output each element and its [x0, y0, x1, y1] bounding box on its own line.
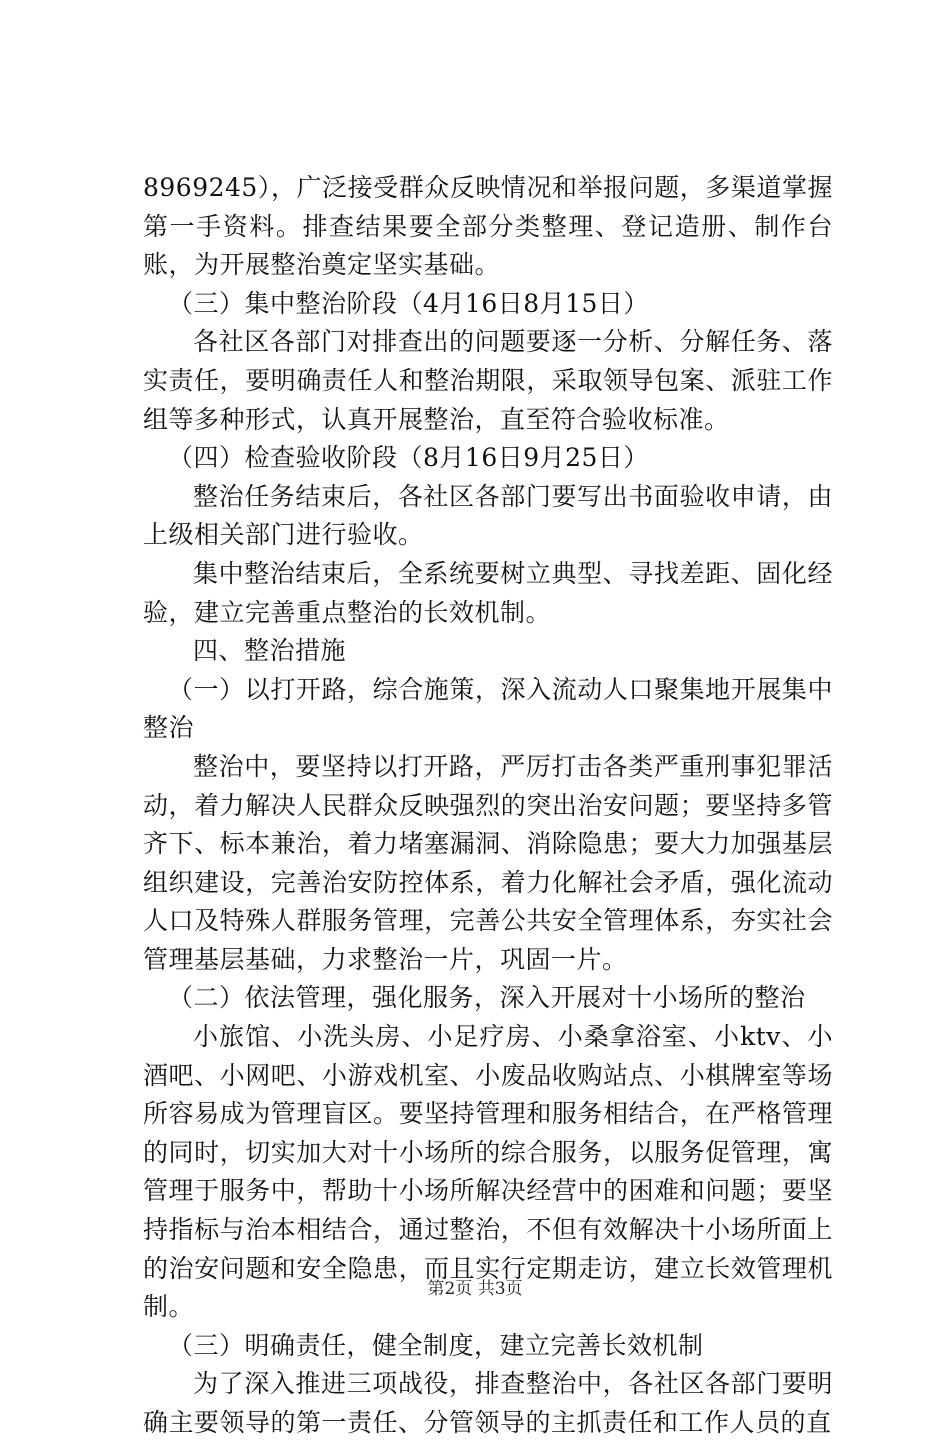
paragraph-7: 为了深入推进三项战役，排查整治中，各社区各部门要明确主要领导的第一责任、分管领导的主抓责任和工作人员的直	[143, 1369, 833, 1437]
paragraph-3: 整治任务结束后，各社区各部门要写出书面验收申请，由上级相关部门进行验收。	[143, 481, 833, 550]
section-heading-3: （三）集中整治阶段（4月16日8月15日）	[168, 288, 649, 318]
measure-heading-1: （一）以打开路，综合施策，深入流动人口聚集地开展集中整治	[143, 674, 833, 743]
paragraph-6: 小旅馆、小洗头房、小足疗房、小桑拿浴室、小ktv、小酒吧、小网吧、小游戏机室、小废品收购站点、小棋牌室等场所容易成为管理盲区。要坚持管理和服务相结合，在严格管理的同时，切实加大对十小场所的综合服务，以服务促管理，寓管理于服务中，帮助十小场所解决经营中的困难和问题；要坚持指标与治本相结合，通过整治，不但有效解决十小场所面上的治安问题和安全隐患，而且实行定期走访，建立长效管理机制。	[143, 1022, 833, 1322]
measure-heading-3: （三）明确责任，健全制度，建立完善长效机制	[168, 1330, 704, 1360]
document-body	[143, 169, 833, 1443]
paragraph-4: 集中整治结束后，全系统要树立典型、寻找差距、固化经验，建立完善重点整治的长效机制。	[143, 558, 833, 627]
paragraph-5: 整治中，要坚持以打开路，严厉打击各类严重刑事犯罪活动，着力解决人民群众反映强烈的突出治安问题；要坚持多管齐下、标本兼治，着力堵塞漏洞、消除隐患；要大力加强基层组织建设，完善治安防控体系，着力化解社会矛盾，强化流动人口及特殊人群服务管理，完善公共安全管理体系，夯实社会管理基层基础，力求整治一片，巩固一片。	[143, 751, 833, 974]
section-heading-4: （四）检查验收阶段（8月16日9月25日）	[168, 443, 649, 473]
measure-heading-2: （二）依法管理，强化服务，深入开展对十小场所的整治	[168, 983, 806, 1013]
chapter-heading-measures: 四、整治措施	[193, 636, 347, 666]
paragraph-2: 各社区各部门对排查出的问题要逐一分析、分解任务、落实责任，要明确责任人和整治期限，采取领导包案、派驻工作组等多种形式，认真开展整治，直至符合验收标准。	[143, 327, 833, 434]
paragraph-1: 8969245），广泛接受群众反映情况和举报问题，多渠道掌握第一手资料。排查结果要全部分类整理、登记造册、制作台账，为开展整治奠定坚实基础。	[143, 173, 833, 280]
page-number-footer: 第2页 共3页	[427, 1279, 523, 1299]
